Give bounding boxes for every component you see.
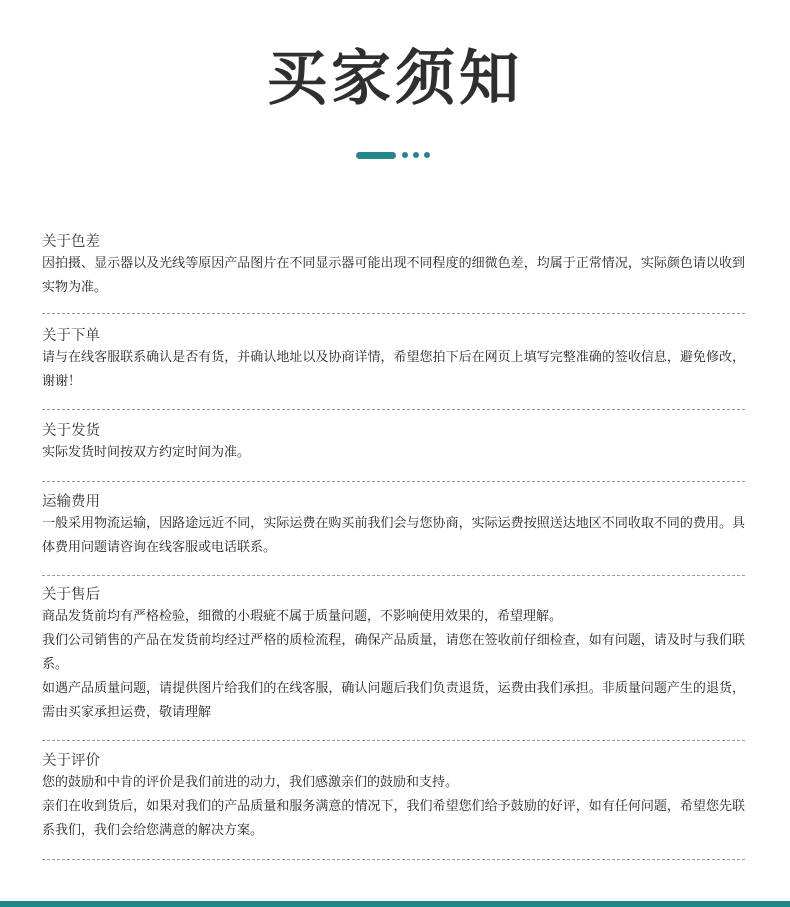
section-paragraph: 实际发货时间按双方约定时间为准。 bbox=[42, 445, 251, 460]
section-freight-cost bbox=[42, 492, 745, 576]
section-color-difference bbox=[42, 232, 745, 314]
title-divider-decoration bbox=[356, 151, 435, 159]
notice-content bbox=[42, 232, 745, 860]
page-title: 买家须知 bbox=[267, 44, 523, 114]
section-heading: 关于色差 bbox=[42, 234, 100, 250]
section-heading: 关于售后 bbox=[42, 587, 100, 603]
section-heading: 关于发货 bbox=[42, 423, 100, 439]
section-paragraph: 亲们在收到货后，如果对我们的产品质量和服务满意的情况下，我们希望您们给予鼓励的好评，如有任何问题，希望您先联系我们，我们会给您满意的解决方案。 bbox=[42, 799, 745, 838]
section-paragraph: 如遇产品质量问题，请提供图片给我们的在线客服，确认问题后我们负责退货，运费由我们承担。非质量问题产生的退货，需由买家承担运费，敬请理解 bbox=[42, 681, 745, 720]
section-paragraph: 商品发货前均有严格检验，细微的小瑕疵不属于质量问题，不影响使用效果的，希望理解。 bbox=[42, 609, 563, 624]
divider-dot bbox=[402, 152, 408, 158]
section-paragraph: 因拍摄、显示器以及光线等原因产品图片在不同显示器可能出现不同程度的细微色差，均属于正常情况，实际颜色请以收到实物为准。 bbox=[42, 256, 745, 295]
section-paragraph: 我们公司销售的产品在发货前均经过严格的质检流程，确保产品质量，请您在签收前仔细检查，如有问题，请及时与我们联系。 bbox=[42, 633, 745, 672]
section-paragraph: 请与在线客服联系确认是否有货，并确认地址以及协商详情，希望您拍下后在网页上填写完整准确的签收信息，避免修改，谢谢！ bbox=[42, 350, 745, 389]
section-shipping bbox=[42, 421, 745, 482]
bottom-accent-bar bbox=[0, 901, 790, 907]
section-heading: 运输费用 bbox=[42, 494, 100, 510]
section-paragraph: 您的鼓励和中肯的评价是我们前进的动力，我们感激亲们的鼓励和支持。 bbox=[42, 775, 459, 790]
divider-dot bbox=[424, 152, 430, 158]
section-heading: 关于评价 bbox=[42, 753, 100, 769]
section-paragraph: 一般采用物流运输，因路途远近不同，实际运费在购买前我们会与您协商，实际运费按照送达地区不同收取不同的费用。具体费用问题请咨询在线客服或电话联系。 bbox=[42, 516, 745, 555]
section-after-sales bbox=[42, 585, 745, 741]
divider-bar bbox=[356, 152, 396, 159]
section-reviews bbox=[42, 751, 745, 860]
section-heading: 关于下单 bbox=[42, 328, 100, 344]
divider-dot bbox=[413, 152, 419, 158]
section-ordering bbox=[42, 326, 745, 410]
